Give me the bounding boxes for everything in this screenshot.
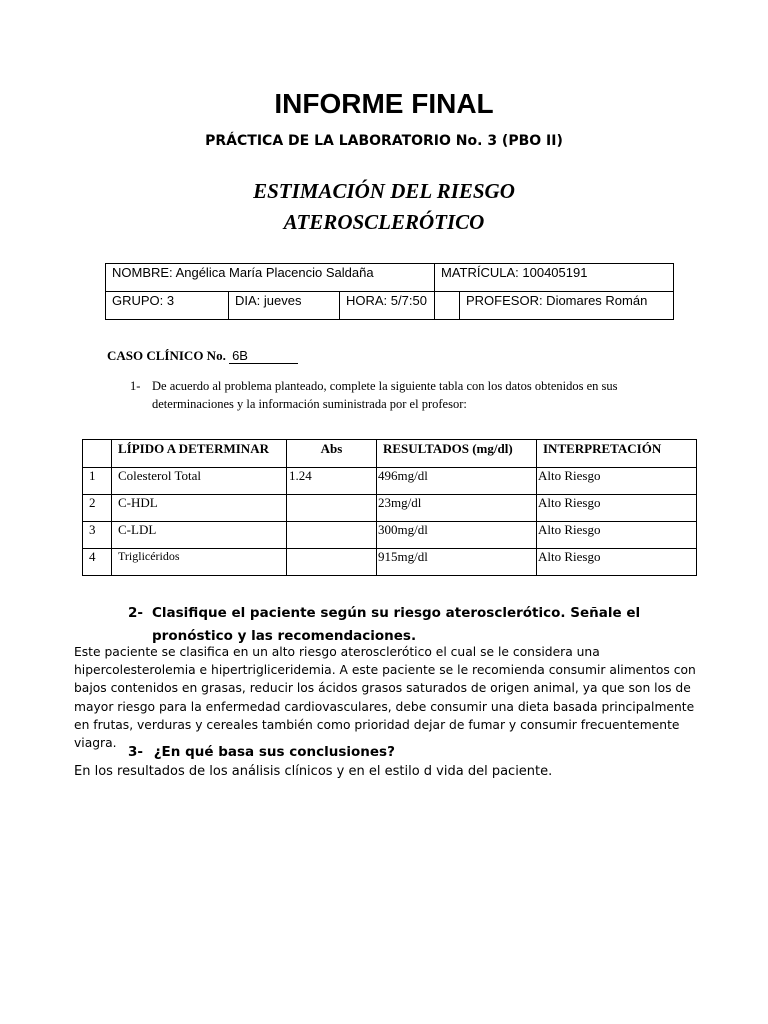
question-2-text: Clasifique el paciente según su riesgo aterosclerótico. Señale el pronóstico y las recomendaciones. bbox=[152, 605, 641, 644]
col-header-interpretacion: INTERPRETACIÓN bbox=[537, 440, 697, 468]
row-number: 1 bbox=[83, 468, 112, 495]
dia-cell: DIA: jueves bbox=[229, 292, 340, 320]
answer-2: Este paciente se clasifica en un alto riesgo aterosclerótico el cual se le considera una hipercolesterolemia e hipertrigliceridemia. A este paciente se le recomienda consumir alimentos con bajos contenidos en grasas, reducir los ácidos grasos saturados de origen animal, ya que son los de mayor riesgo para la enfermedad cardiovasculares, debe consumir una dieta basada principalmente en frutas, verduras y cereales también como prioridad dejar de fumar y consumir frecuentemente viagra. bbox=[74, 645, 696, 751]
table-row bbox=[83, 549, 697, 576]
col-header-abs: Abs bbox=[287, 440, 377, 468]
hora-cell: HORA: 5/7:50 bbox=[340, 292, 435, 320]
student-info-table bbox=[105, 263, 674, 320]
row-resultado: 23mg/dl bbox=[377, 495, 537, 522]
row-interpretacion: Alto Riesgo bbox=[537, 522, 697, 549]
heading-line-1: ESTIMACIÓN DEL RIESGO bbox=[253, 179, 515, 203]
instruction-1 bbox=[130, 377, 690, 413]
instruction-number: 1- bbox=[130, 379, 141, 393]
document-title: INFORME FINAL bbox=[274, 88, 494, 119]
col-header-lipido: LÍPIDO A DETERMINAR bbox=[112, 440, 287, 468]
table-row bbox=[83, 468, 697, 495]
row-interpretacion: Alto Riesgo bbox=[537, 549, 697, 576]
answer-3: En los resultados de los análisis clínicos y en el estilo d vida del paciente. bbox=[74, 764, 553, 779]
row-number: 2 bbox=[83, 495, 112, 522]
row-number: 3 bbox=[83, 522, 112, 549]
info-row bbox=[106, 264, 674, 292]
row-lipido: Triglicéridos bbox=[112, 549, 287, 576]
row-abs bbox=[287, 495, 377, 522]
row-lipido: C-LDL bbox=[112, 522, 287, 549]
question-2 bbox=[128, 602, 688, 648]
question-3-text: ¿En qué basa sus conclusiones? bbox=[153, 744, 395, 760]
question-3-number: 3- bbox=[128, 744, 143, 760]
question-2-number: 2- bbox=[128, 605, 143, 621]
document-subtitle: PRÁCTICA DE LA LABORATORIO No. 3 (PBO II) bbox=[205, 133, 563, 149]
col-header-resultados: RESULTADOS (mg/dl) bbox=[377, 440, 537, 468]
row-resultado: 496mg/dl bbox=[377, 468, 537, 495]
row-resultado: 915mg/dl bbox=[377, 549, 537, 576]
row-lipido: C-HDL bbox=[112, 495, 287, 522]
nombre-cell: NOMBRE: Angélica María Placencio Saldaña bbox=[106, 264, 435, 292]
row-resultado: 300mg/dl bbox=[377, 522, 537, 549]
document-heading bbox=[0, 176, 768, 238]
caso-label: CASO CLÍNICO No. bbox=[107, 348, 226, 363]
caso-clinico bbox=[107, 348, 298, 364]
grupo-cell: GRUPO: 3 bbox=[106, 292, 229, 320]
table-header-row bbox=[83, 440, 697, 468]
row-number: 4 bbox=[83, 549, 112, 576]
hora-spacer-cell bbox=[435, 292, 460, 320]
table-row bbox=[83, 495, 697, 522]
heading-line-2: ATEROSCLERÓTICO bbox=[283, 210, 485, 234]
row-abs: 1.24 bbox=[287, 468, 377, 495]
matricula-cell: MATRÍCULA: 100405191 bbox=[435, 264, 674, 292]
caso-number: 6B bbox=[229, 349, 298, 364]
row-abs bbox=[287, 522, 377, 549]
col-header-number bbox=[83, 440, 112, 468]
row-lipido: Colesterol Total bbox=[112, 468, 287, 495]
table-row bbox=[83, 522, 697, 549]
row-abs bbox=[287, 549, 377, 576]
lipid-results-table bbox=[82, 439, 697, 576]
profesor-cell: PROFESOR: Diomares Román bbox=[460, 292, 674, 320]
row-interpretacion: Alto Riesgo bbox=[537, 495, 697, 522]
question-3 bbox=[128, 744, 395, 760]
info-row bbox=[106, 292, 674, 320]
instruction-text: De acuerdo al problema planteado, complete la siguiente tabla con los datos obtenidos en sus determinaciones y la información suministrada por el profesor: bbox=[152, 379, 618, 411]
row-interpretacion: Alto Riesgo bbox=[537, 468, 697, 495]
